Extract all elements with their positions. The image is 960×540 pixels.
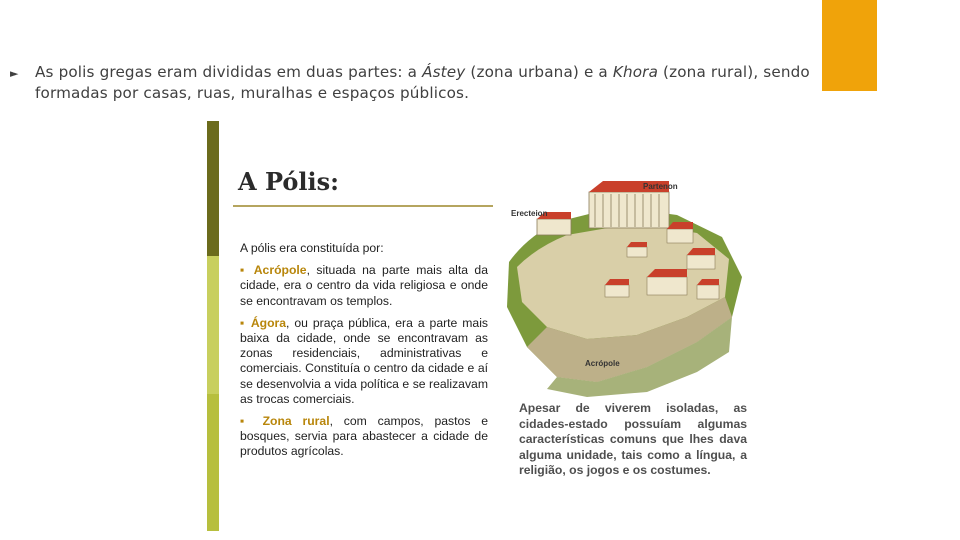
acropolis-drawing: [497, 167, 747, 399]
stripe-segment-mid: [207, 256, 219, 394]
term-acropole: Acrópole: [253, 263, 307, 278]
term-agora: Ágora: [250, 315, 287, 330]
term-khora: Khora: [612, 63, 659, 81]
term-astey: Ástey: [422, 63, 466, 81]
acropolis-illustration: [497, 167, 747, 399]
bullet-dot-icon: ▪: [240, 414, 263, 429]
lead-text: A pólis era constituída por:: [240, 241, 384, 255]
intro-text-1: As polis gregas eram divididas em duas partes: a: [35, 63, 423, 81]
intro-text-2: (zona urbana) e a: [465, 63, 613, 81]
bullet-arrow-icon: ►: [10, 67, 19, 80]
label-partenon: Partenon: [643, 182, 678, 191]
intro-text-3: (zona rural), sendo formadas por casas, ruas, muralhas e espaços públicos.: [35, 63, 810, 102]
list-item-agora: [240, 316, 488, 407]
bullet-dot-icon: ▪: [240, 263, 254, 278]
label-acropole: Acrópole: [585, 359, 620, 368]
item-text: , ou praça pública, era a parte mais baixa da cidade, onde se encontravam as zonas residenciais, administrativas e comerciais. Constituía o centro da cidade e aí se desenvolvia a vida política e se realizavam as trocas comerciais.: [240, 315, 488, 406]
term-zona-rural: Zona rural: [262, 414, 330, 429]
bullet-dot-icon: ▪: [240, 315, 251, 330]
stripe-segment-light: [207, 394, 219, 531]
figure-title: A Pólis:: [238, 167, 339, 196]
intro-paragraph: [35, 62, 810, 104]
stripe-segment-dark: [207, 121, 219, 256]
list-item-zona-rural: [240, 414, 488, 460]
item-text: , situada na parte mais alta da cidade, era o centro da vida religiosa e onde se encontravam os templos.: [240, 263, 488, 308]
figure-caption: Apesar de viverem isoladas, as cidades-estado possuíam algumas características comuns que lhes dava alguma unidade, tais como a língua, a religião, os jogos e os costumes.: [519, 401, 747, 477]
title-underline: [233, 205, 493, 207]
list-item-acropole: [240, 263, 488, 309]
item-text: , com campos, pastos e bosques, servia para abastecer a cidade de produtos agrícolas.: [240, 414, 488, 459]
label-erecteion: Erecteion: [511, 209, 548, 218]
polis-figure: [207, 121, 762, 531]
polis-description: [240, 241, 488, 467]
accent-bar: [822, 0, 877, 91]
